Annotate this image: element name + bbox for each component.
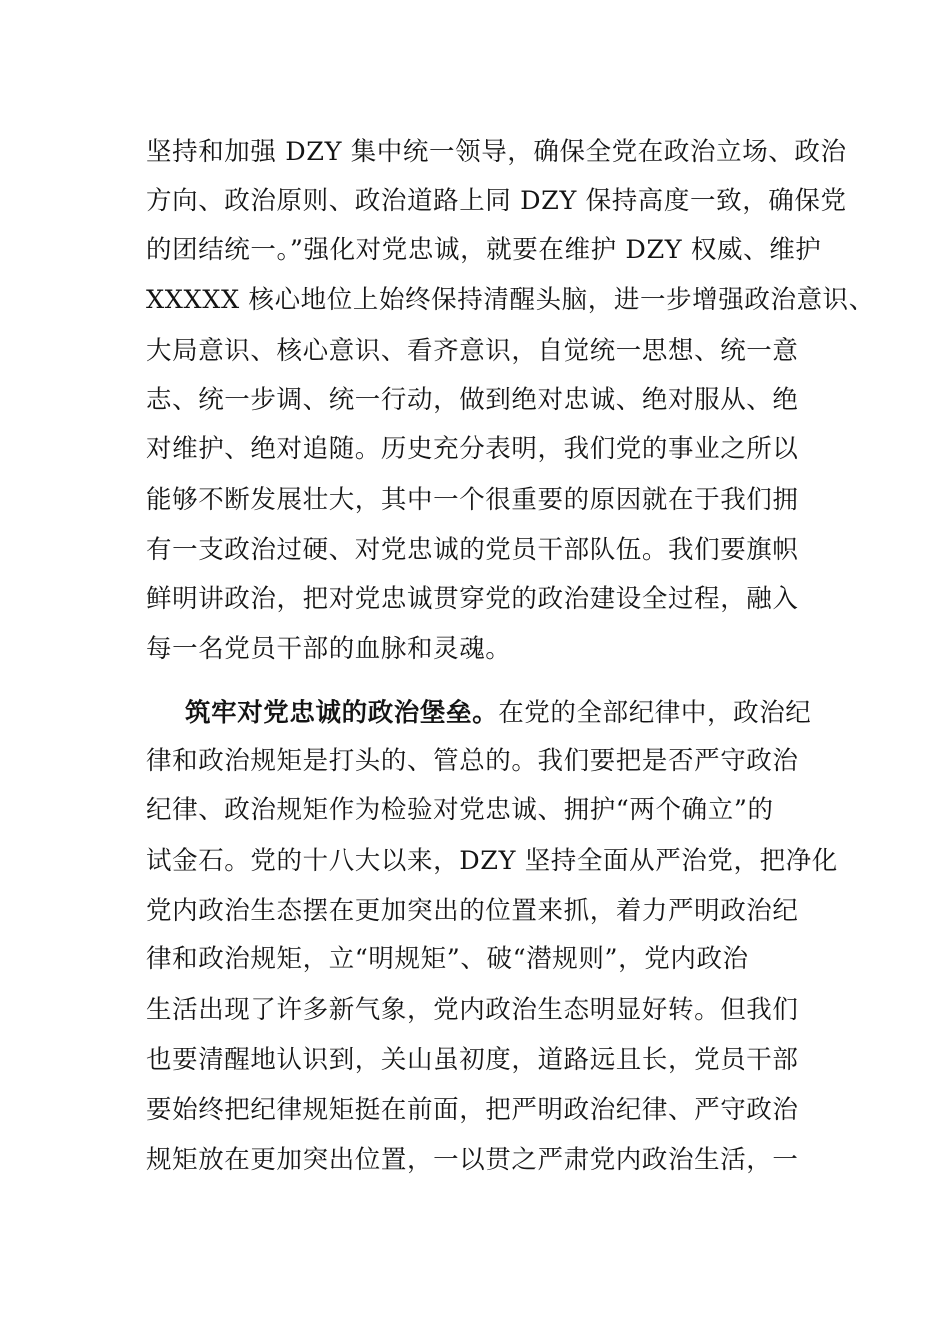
paragraph-2-line: 也要清醒地认识到，关山虽初度，道路远且长，党员干部 <box>146 1045 799 1075</box>
paragraph-1-line: 坚持和加强 DZY 集中统一领导，确保全党在政治立场、政治 <box>146 137 847 167</box>
paragraph-2-line: 生活出现了许多新气象，党内政治生态明显好转。但我们 <box>146 995 799 1025</box>
paragraph-2-first-line-text: 在党的全部纪律中，政治纪 <box>498 698 812 728</box>
paragraph-1-line: 对维护、绝对追随。历史充分表明，我们党的事业之所以 <box>146 434 799 464</box>
paragraph-1-line: 鲜明讲政治，把对党忠诚贯穿党的政治建设全过程，融入 <box>146 584 799 614</box>
paragraph-1-line: 方向、政治原则、政治道路上同 DZY 保持高度一致，确保党 <box>146 186 847 216</box>
paragraph-1-line: 每一名党员干部的血脉和灵魂。 <box>146 634 512 664</box>
paragraph-1-line: 能够不断发展壮大，其中一个很重要的原因就在于我们拥 <box>146 485 799 515</box>
paragraph-2-line: 试金石。党的十八大以来，DZY 坚持全面从严治党，把净化 <box>146 846 838 876</box>
paragraph-2-line: 党内政治生态摆在更加突出的位置来抓，着力严明政治纪 <box>146 896 799 926</box>
paragraph-2-line: 要始终把纪律规矩挺在前面，把严明政治纪律、严守政治 <box>146 1095 799 1125</box>
paragraph-1-line: 大局意识、核心意识、看齐意识，自觉统一思想、统一意 <box>146 336 799 366</box>
paragraph-2-first-line <box>185 698 811 728</box>
paragraph-2-lead-heading: 筑牢对党忠诚的政治堡垒。 <box>185 698 499 728</box>
paragraph-2-line: 律和政治规矩，立“明规矩”、破“潜规则”，党内政治 <box>146 944 749 974</box>
paragraph-2-line: 律和政治规矩是打头的、管总的。我们要把是否严守政治 <box>146 746 799 776</box>
paragraph-1-line: 有一支政治过硬、对党忠诚的党员干部队伍。我们要旗帜 <box>146 535 799 565</box>
paragraph-2-line: 纪律、政治规矩作为检验对党忠诚、拥护“两个确立”的 <box>146 795 774 825</box>
paragraph-2-line: 规矩放在更加突出位置，一以贯之严肃党内政治生活，一 <box>146 1145 799 1175</box>
paragraph-1-line: 志、统一步调、统一行动，做到绝对忠诚、绝对服从、绝 <box>146 385 799 415</box>
paragraph-1-line: XXXXX 核心地位上始终保持清醒头脑，进一步增强政治意识、 <box>146 285 875 315</box>
paragraph-1-line: 的团结统一。”强化对党忠诚，就要在维护 DZY 权威、维护 <box>146 235 822 265</box>
